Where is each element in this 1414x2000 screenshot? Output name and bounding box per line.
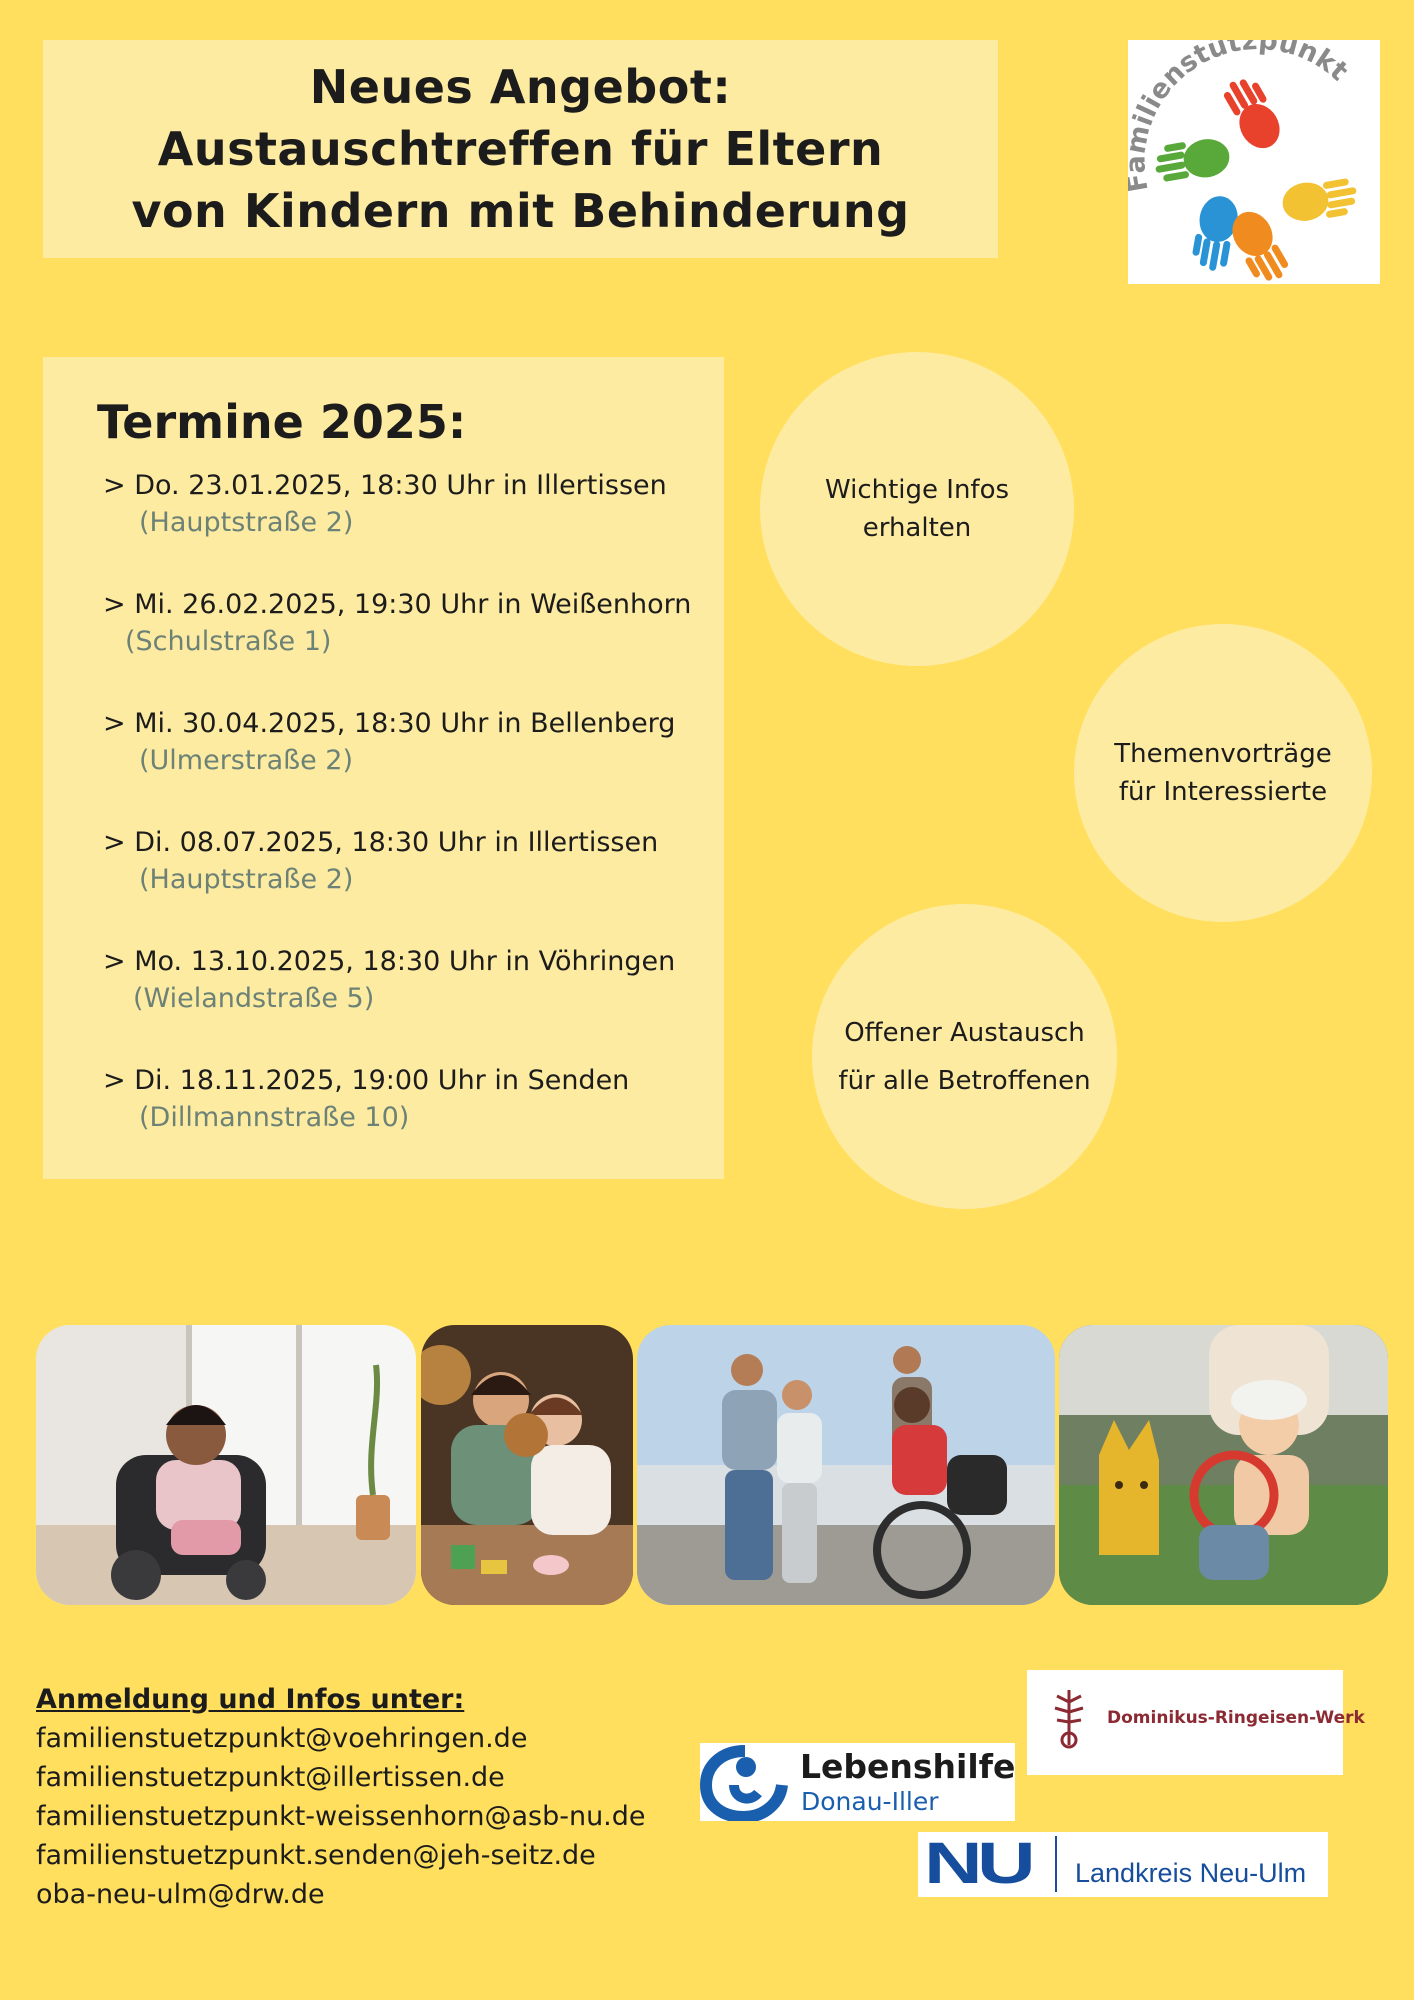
drw-logo [1027,1670,1365,1775]
landkreis-neu-ulm-logo [918,1832,1328,1897]
nu-mark: NU [924,1831,1031,1896]
photo-friends-high-five-wheelchair [637,1325,1055,1605]
hand-green-icon [1152,135,1233,186]
title-line-3: von Kindern mit Behinderung [131,184,910,238]
circle-line-1: Themenvorträge [1114,739,1332,769]
photo-mother-and-child-playing [421,1325,633,1605]
title-line-2: Austauschtreffen für Eltern [157,122,884,176]
title-banner [43,40,998,258]
date-entry [103,1065,629,1133]
date-entry-main: > Mi. 30.04.2025, 18:30 Uhr in Bellenberg [103,708,676,739]
colorful-hands-logo-icon [1128,40,1380,284]
circle-line-2: für alle Betroffenen [838,1065,1091,1096]
photo-child-on-playground-icon [1059,1325,1388,1605]
date-entry [103,589,691,657]
date-entry-main: > Mo. 13.10.2025, 18:30 Uhr in Vöhringen [103,946,676,977]
date-entry-main: > Di. 08.07.2025, 18:30 Uhr in Illertissen [103,827,659,858]
date-entry [103,708,675,776]
familienstuetzpunkt-logo [1128,40,1380,284]
lebenshilfe-subtitle: Donau-Iller [801,1787,939,1816]
contact-heading: Anmeldung und Infos unter: [36,1684,465,1715]
photo-mother-and-child-playing-icon [421,1325,633,1605]
contact-email-voehringen[interactable]: familienstuetzpunkt@voehringen.de [36,1723,528,1754]
circle-line-2: erhalten [862,513,972,543]
date-entry [103,946,675,1014]
date-entry-address: (Hauptstraße 2) [139,507,354,538]
date-entry-main: > Do. 23.01.2025, 18:30 Uhr in Illertissen [103,470,667,501]
lebenshilfe-title: Lebenshilfe [800,1747,1016,1786]
dates-heading: Termine 2025: [97,395,467,449]
date-entry-address: (Wielandstraße 5) [133,983,375,1014]
logo-divider [1055,1836,1057,1892]
logo-arc-text: ilienstützpunkt [1128,40,1354,130]
photo-friends-high-five-wheelchair-icon [637,1325,1055,1605]
landkreis-text: Landkreis Neu-Ulm [1075,1858,1307,1888]
date-entry [103,827,658,895]
contact-email-senden[interactable]: familienstuetzpunkt.senden@jeh-seitz.de [36,1840,596,1871]
photo-child-on-playground [1059,1325,1388,1605]
info-circle-offener-austausch [812,904,1117,1209]
photo-child-in-wheelchair [36,1325,416,1605]
date-entry-main: > Di. 18.11.2025, 19:00 Uhr in Senden [103,1065,630,1096]
contact-section [36,1680,646,1914]
lebenshilfe-logo [700,1743,1015,1821]
dates-panel [43,357,724,1179]
date-entry-address: (Schulstraße 1) [125,626,332,657]
title-line-1: Neues Angebot: [309,60,732,114]
date-entry-main: > Mi. 26.02.2025, 19:30 Uhr in Weißenhorn [103,589,692,620]
contact-email-drw[interactable]: oba-neu-ulm@drw.de [36,1879,325,1910]
lebenshilfe-icon [700,1743,790,1821]
circle-line-1: Wichtige Infos [824,475,1010,505]
contact-email-illertissen[interactable]: familienstuetzpunkt@illertissen.de [36,1762,505,1793]
contact-email-weissenhorn[interactable]: familienstuetzpunkt-weissenhorn@asb-nu.de [36,1801,646,1832]
circle-line-2: für Interessierte [1118,777,1328,807]
date-entry-address: (Hauptstraße 2) [139,864,354,895]
date-entry-address: (Dillmannstraße 10) [139,1102,410,1133]
info-circle-wichtige-infos [760,352,1074,666]
photo-child-in-wheelchair-icon [36,1325,416,1605]
date-entry-address: (Ulmerstraße 2) [139,745,354,776]
date-entry [103,470,667,538]
drw-logo-text: Dominikus-Ringeisen-Werk [1107,1708,1365,1728]
hand-red-icon [1217,71,1288,155]
info-circle-themenvortraege [1074,624,1372,922]
hand-yellow-icon [1280,174,1361,225]
circle-line-1: Offener Austausch [844,1017,1085,1048]
